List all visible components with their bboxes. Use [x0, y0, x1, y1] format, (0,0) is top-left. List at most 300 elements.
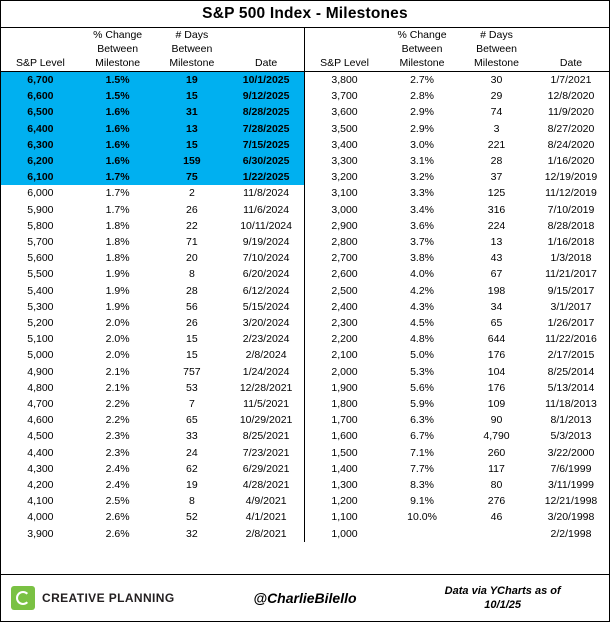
- milestone-days: [460, 526, 533, 542]
- milestone-date: 2/17/2015: [547, 349, 595, 362]
- data-source-line2: 10/1/25: [484, 599, 521, 611]
- milestone-level: 1,200: [331, 495, 358, 508]
- milestone-level: 3,800: [331, 74, 358, 86]
- milestone-days: 176: [487, 349, 506, 362]
- milestone-pct-change: 2.1%: [105, 381, 130, 394]
- milestone-date: 7/10/2019: [547, 203, 595, 216]
- milestone-days: 74: [490, 106, 503, 119]
- milestone-pct-change: 8.3%: [410, 479, 434, 492]
- milestone-level: 3,400: [331, 138, 358, 151]
- milestone-days: 29: [490, 90, 503, 103]
- milestone-date: 10/11/2024: [240, 219, 292, 232]
- header-pct-line2: Between: [97, 43, 139, 55]
- milestone-date: 7/28/2025: [228, 121, 304, 137]
- milestone-pct-change: 1.5%: [80, 72, 156, 89]
- milestone-pct-change: 1.5%: [80, 88, 156, 104]
- milestone-days: 104: [487, 365, 506, 378]
- milestone-level: 2,000: [331, 365, 358, 378]
- header-days-line1-right: # Days: [480, 29, 513, 41]
- table-row: [1, 234, 304, 250]
- table-row: [305, 396, 609, 412]
- milestone-date: 6/29/2021: [242, 462, 290, 475]
- milestone-level: 3,600: [331, 106, 358, 119]
- milestone-days: 3: [493, 122, 500, 135]
- milestone-days: 159: [156, 153, 229, 169]
- milestone-pct-change: 2.9%: [410, 122, 434, 135]
- milestone-days: 80: [490, 479, 503, 492]
- header-row-3: [1, 56, 304, 72]
- table-row: [1, 526, 304, 542]
- milestone-date: 7/23/2021: [242, 446, 290, 459]
- milestone-pct-change: 2.1%: [105, 365, 130, 378]
- milestone-date: 1/26/2017: [547, 317, 595, 330]
- milestone-pct-change: 2.4%: [105, 462, 130, 475]
- milestone-days: 26: [186, 317, 198, 330]
- table-row: [305, 509, 609, 525]
- milestone-level: 3,100: [331, 187, 358, 200]
- milestone-days: 75: [156, 169, 229, 185]
- milestone-pct-change: 7.1%: [410, 446, 434, 459]
- milestone-level: 6,300: [1, 137, 80, 153]
- table-row: [305, 266, 609, 282]
- milestone-pct-change: 5.3%: [410, 365, 434, 378]
- milestone-level: 6,600: [1, 88, 80, 104]
- table-row: [1, 347, 304, 363]
- page-title: S&P 500 Index - Milestones: [202, 5, 408, 22]
- milestones-table-right: [305, 28, 609, 542]
- milestone-date: 1/16/2018: [547, 236, 595, 249]
- header-spacer-left: [1, 28, 80, 42]
- milestone-pct-change: 7.7%: [410, 462, 434, 475]
- milestone-days: 46: [490, 511, 503, 524]
- milestone-days: 56: [186, 300, 198, 313]
- milestone-pct-change: 3.0%: [410, 138, 434, 151]
- table-row: [305, 347, 609, 363]
- milestone-level: 5,400: [27, 284, 54, 297]
- milestone-date: 8/25/2014: [547, 365, 595, 378]
- table-row: [1, 169, 304, 185]
- milestone-pct-change: 9.1%: [410, 495, 434, 508]
- header-date-spacer-right: [533, 28, 609, 42]
- milestone-pct-change: [384, 526, 460, 542]
- milestone-days: 15: [186, 349, 198, 362]
- table-row: [1, 412, 304, 428]
- milestone-days: 176: [487, 381, 506, 394]
- milestone-level: 4,800: [27, 381, 54, 394]
- milestone-date: 7/15/2025: [228, 137, 304, 153]
- table-row: [1, 509, 304, 525]
- milestone-pct-change: 2.8%: [410, 90, 434, 103]
- table-row: [1, 104, 304, 120]
- table-row: [1, 218, 304, 234]
- milestone-days: 43: [490, 252, 503, 265]
- table-row: [1, 380, 304, 396]
- header-days-line2-right: Between: [476, 43, 517, 55]
- table-row: [1, 493, 304, 509]
- table-row: [305, 428, 609, 444]
- milestone-days: 65: [186, 414, 198, 427]
- header-spacer-right-2: [305, 42, 384, 56]
- milestone-level: 5,100: [27, 333, 54, 346]
- milestone-days: 109: [487, 398, 506, 411]
- table-row: [305, 331, 609, 347]
- milestone-level: 2,800: [331, 236, 358, 249]
- milestone-date: 8/28/2018: [547, 219, 595, 232]
- milestone-date: 11/18/2013: [545, 398, 597, 411]
- milestone-pct-change: 2.6%: [105, 527, 130, 540]
- milestone-days: 52: [186, 511, 198, 524]
- table-head-right: [305, 28, 609, 72]
- milestone-level: 2,600: [331, 268, 358, 281]
- milestone-pct-change: 1.6%: [80, 121, 156, 137]
- table-row: [305, 477, 609, 493]
- table-row: [305, 88, 609, 104]
- milestone-date: 2/8/2021: [245, 527, 287, 540]
- milestone-level: 6,100: [1, 169, 80, 185]
- header-days-line3-right: Milestone: [460, 56, 533, 72]
- header-pct-line2-right: Between: [401, 43, 443, 55]
- table-row: [305, 153, 609, 169]
- table-row: [1, 315, 304, 331]
- milestone-date: 1/16/2020: [547, 155, 595, 168]
- header-pct-line3: Milestone: [80, 56, 156, 72]
- milestone-pct-change: 2.0%: [105, 333, 130, 346]
- milestone-level: 5,900: [27, 203, 54, 216]
- milestone-date: 12/19/2019: [544, 171, 598, 184]
- milestone-level: 2,500: [331, 284, 358, 297]
- milestones-table-left: [1, 28, 304, 542]
- milestone-level: 1,700: [331, 414, 358, 427]
- milestone-days: 198: [487, 284, 506, 297]
- milestone-date: 9/15/2017: [547, 284, 595, 297]
- table-row: [305, 299, 609, 315]
- milestone-days: 53: [186, 381, 198, 394]
- milestone-pct-change: 3.2%: [410, 171, 434, 184]
- milestone-pct-change: 3.3%: [410, 187, 434, 200]
- milestone-date: 3/22/2000: [547, 446, 595, 459]
- milestone-days: 90: [490, 414, 503, 427]
- milestone-pct-change: 1.8%: [105, 219, 130, 232]
- creative-planning-logo-icon: [11, 586, 35, 610]
- table-row: [1, 88, 304, 104]
- data-source-line1: Data via YCharts as of: [444, 585, 561, 597]
- milestone-pct-change: 2.9%: [410, 106, 434, 119]
- footer: [1, 574, 609, 621]
- milestone-pct-change: 2.2%: [105, 414, 130, 427]
- table-row: [1, 461, 304, 477]
- milestone-date: 5/3/2013: [550, 430, 592, 443]
- milestone-pct-change: 4.5%: [410, 317, 434, 330]
- milestone-level: 6,400: [1, 121, 80, 137]
- milestone-pct-change: 5.6%: [410, 381, 434, 394]
- header-days-line2: Between: [171, 43, 213, 55]
- milestone-level: 2,900: [331, 219, 358, 232]
- milestone-pct-change: 5.9%: [410, 398, 434, 411]
- milestone-level: 5,000: [27, 349, 54, 362]
- header-sp-level: S&P Level: [1, 56, 80, 72]
- milestone-level: 1,300: [331, 479, 358, 492]
- milestone-date: 6/30/2025: [228, 153, 304, 169]
- milestone-date: 1/22/2025: [228, 169, 304, 185]
- table-row: [305, 250, 609, 266]
- table-head-left: [1, 28, 304, 72]
- table-row: [1, 202, 304, 218]
- milestone-days: 8: [188, 495, 195, 508]
- milestone-date: 8/24/2020: [547, 138, 595, 151]
- table-row: [305, 104, 609, 120]
- header-pct-line1: % Change: [93, 29, 143, 41]
- milestone-date: 12/8/2020: [547, 90, 595, 103]
- header-pct-line1-right: % Change: [397, 29, 447, 41]
- milestone-level: 3,000: [331, 203, 358, 216]
- header-sp-level-right: S&P Level: [305, 56, 384, 72]
- milestone-pct-change: 4.2%: [410, 284, 434, 297]
- milestone-pct-change: 2.0%: [105, 349, 130, 362]
- milestone-level: 3,200: [331, 171, 358, 184]
- milestone-date: 1/24/2024: [242, 365, 290, 378]
- milestone-days: 30: [490, 74, 503, 86]
- table-row: [305, 185, 609, 201]
- milestone-date: 4/1/2021: [245, 511, 287, 524]
- milestone-level: 1,400: [331, 462, 358, 475]
- milestone-level: 5,700: [27, 236, 54, 249]
- table-row: [1, 185, 304, 201]
- table-row: [305, 218, 609, 234]
- milestone-pct-change: 1.8%: [105, 252, 130, 265]
- left-table-panel: [1, 28, 305, 542]
- milestone-pct-change: 1.7%: [105, 203, 130, 216]
- milestone-level: 4,900: [27, 365, 54, 378]
- milestone-level: 1,900: [331, 381, 358, 394]
- milestone-level: 3,500: [331, 122, 358, 135]
- table-row: [305, 202, 609, 218]
- table-row: [1, 299, 304, 315]
- milestone-level: 5,800: [27, 219, 54, 232]
- table-row: [1, 445, 304, 461]
- milestone-pct-change: 3.8%: [410, 252, 434, 265]
- milestone-level: 4,500: [27, 430, 54, 443]
- milestone-pct-change: 2.3%: [105, 430, 130, 443]
- milestone-days: 28: [186, 284, 198, 297]
- milestone-level: 2,100: [331, 349, 358, 362]
- milestone-level: 2,300: [331, 317, 358, 330]
- milestone-date: 7/10/2024: [242, 252, 290, 265]
- milestone-days: 33: [186, 430, 198, 443]
- milestone-level: 4,400: [27, 446, 54, 459]
- milestone-days: 13: [156, 121, 229, 137]
- milestone-pct-change: 10.0%: [407, 511, 437, 524]
- milestone-days: 13: [490, 236, 503, 249]
- milestone-days: 34: [490, 300, 503, 313]
- milestone-date: 3/1/2017: [550, 300, 592, 313]
- table-row: [305, 121, 609, 137]
- milestone-pct-change: 2.6%: [105, 511, 130, 524]
- brand-block: [1, 586, 202, 610]
- milestone-date: 6/12/2024: [242, 284, 290, 297]
- milestone-days: 8: [188, 268, 195, 281]
- milestone-level: 4,300: [27, 462, 54, 475]
- milestone-date: 6/20/2024: [242, 268, 290, 281]
- header-date: Date: [228, 56, 304, 72]
- milestone-level: 5,200: [27, 317, 54, 330]
- milestone-date: 9/19/2024: [242, 236, 290, 249]
- milestone-pct-change: 5.0%: [410, 349, 434, 362]
- table-row: [1, 72, 304, 89]
- milestone-level: 1,100: [331, 511, 358, 524]
- milestone-days: 19: [186, 479, 198, 492]
- header-row-3-right: [305, 56, 609, 72]
- milestone-date: 12/28/2021: [239, 381, 293, 394]
- milestone-level: 2,700: [331, 252, 358, 265]
- table-row: [1, 331, 304, 347]
- milestone-days: 260: [487, 446, 506, 459]
- milestone-days: 71: [186, 236, 198, 249]
- table-row: [1, 266, 304, 282]
- author-handle: @CharlieBilello: [253, 590, 357, 606]
- table-row: [305, 412, 609, 428]
- title-bar: [1, 1, 609, 28]
- milestone-level: 5,500: [27, 268, 54, 281]
- milestone-pct-change: 1.9%: [105, 284, 130, 297]
- milestone-pct-change: 2.3%: [105, 446, 130, 459]
- table-row: [305, 315, 609, 331]
- table-row: [305, 169, 609, 185]
- header-row-1-right: [305, 28, 609, 42]
- milestone-days: 67: [490, 268, 503, 281]
- milestone-days: 31: [156, 104, 229, 120]
- milestone-pct-change: 2.4%: [105, 479, 130, 492]
- table-row: [1, 153, 304, 169]
- table-row: [305, 493, 609, 509]
- milestone-pct-change: 3.4%: [410, 203, 434, 216]
- milestone-date: 3/20/1998: [547, 511, 595, 524]
- milestone-days: 221: [487, 138, 506, 151]
- milestone-date: 8/25/2021: [242, 430, 290, 443]
- milestone-level: 6,500: [1, 104, 80, 120]
- milestone-pct-change: 1.9%: [105, 268, 130, 281]
- milestone-date: 9/12/2025: [228, 88, 304, 104]
- milestone-days: 26: [186, 203, 198, 216]
- milestone-days: 15: [156, 137, 229, 153]
- milestone-level: 4,200: [27, 479, 54, 492]
- milestone-pct-change: 2.0%: [105, 317, 130, 330]
- milestone-days: 20: [186, 252, 198, 265]
- milestone-level: 4,600: [27, 414, 54, 427]
- milestone-date: 5/15/2024: [242, 300, 290, 313]
- milestone-days: 125: [487, 187, 506, 200]
- milestone-date: 5/13/2014: [547, 381, 595, 394]
- table-row: [1, 137, 304, 153]
- milestone-level: 2,200: [331, 333, 358, 346]
- milestone-date: 12/21/1998: [544, 495, 598, 508]
- milestone-days: 117: [488, 462, 505, 475]
- milestone-level: 4,700: [27, 398, 54, 411]
- table-row: [1, 121, 304, 137]
- milestone-pct-change: 2.7%: [410, 74, 434, 86]
- milestone-date: 10/29/2021: [239, 414, 293, 427]
- milestone-pct-change: 3.6%: [410, 219, 434, 232]
- milestone-pct-change: 1.8%: [105, 236, 130, 249]
- milestone-days: 24: [186, 446, 198, 459]
- table-row: [1, 396, 304, 412]
- table-row: [305, 380, 609, 396]
- milestone-pct-change: 1.9%: [105, 300, 130, 313]
- milestone-days: 757: [183, 365, 201, 378]
- milestone-days: 28: [490, 155, 503, 168]
- header-spacer-left-2: [1, 42, 80, 56]
- milestone-date: 7/6/1999: [550, 462, 592, 475]
- milestone-date: 11/8/2024: [243, 187, 290, 200]
- header-days-line3: Milestone: [156, 56, 229, 72]
- milestone-date: 2/2/1998: [550, 527, 592, 540]
- milestone-pct-change: 3.1%: [410, 155, 434, 168]
- table-row: [1, 428, 304, 444]
- table-body-right: [305, 72, 609, 542]
- milestone-level: 3,900: [27, 527, 54, 540]
- milestone-pct-change: 1.7%: [80, 169, 156, 185]
- milestone-days: 62: [186, 462, 198, 475]
- milestone-pct-change: 1.6%: [80, 153, 156, 169]
- milestone-date: 11/6/2024: [243, 203, 290, 216]
- milestone-pct-change: 6.7%: [410, 430, 434, 443]
- milestone-pct-change: 2.2%: [105, 398, 130, 411]
- milestone-date: 8/27/2020: [547, 122, 595, 135]
- header-date-spacer-2: [228, 42, 304, 56]
- table-row: [305, 137, 609, 153]
- milestone-level: 5,600: [27, 252, 54, 265]
- milestone-pct-change: 3.7%: [410, 236, 434, 249]
- milestone-days: 2: [188, 187, 195, 200]
- milestone-level: 6,200: [1, 153, 80, 169]
- milestone-days: 7: [188, 398, 195, 411]
- header-row-2-right: [305, 42, 609, 56]
- milestone-pct-change: 2.5%: [105, 495, 130, 508]
- table-row: [1, 250, 304, 266]
- milestone-level: 1,500: [331, 446, 358, 459]
- milestone-date: 2/23/2024: [242, 333, 290, 346]
- milestone-level: 4,100: [27, 495, 54, 508]
- tables-container: [1, 28, 609, 576]
- milestone-date: 11/5/2021: [243, 398, 290, 411]
- milestone-pct-change: 1.6%: [80, 104, 156, 120]
- milestone-level: 1,800: [331, 398, 358, 411]
- milestone-level: 1,000: [331, 527, 358, 540]
- milestone-days: 316: [487, 203, 506, 216]
- table-row: [305, 364, 609, 380]
- milestone-days: 4,790: [483, 430, 510, 443]
- milestone-date: 3/20/2024: [242, 317, 290, 330]
- milestone-level: 2,400: [331, 300, 358, 313]
- milestone-date: 10/1/2025: [228, 72, 304, 89]
- milestone-days: 15: [156, 88, 229, 104]
- milestone-level: 1,600: [331, 430, 358, 443]
- milestone-date: 11/12/2019: [545, 187, 597, 200]
- header-days-line1: # Days: [175, 29, 209, 41]
- milestone-days: 32: [186, 527, 198, 540]
- header-row-2: [1, 42, 304, 56]
- data-source-note: [408, 584, 609, 612]
- milestone-days: 22: [186, 219, 198, 232]
- milestone-pct-change: 1.6%: [80, 137, 156, 153]
- milestone-date: 2/8/2024: [245, 349, 287, 362]
- header-date-spacer: [228, 28, 304, 42]
- table-row: [305, 283, 609, 299]
- milestone-days: 15: [186, 333, 198, 346]
- milestone-date: 11/21/2017: [545, 268, 597, 281]
- right-table-panel: [305, 28, 609, 542]
- milestone-date: 1/7/2021: [550, 74, 592, 86]
- milestone-days: 276: [487, 495, 506, 508]
